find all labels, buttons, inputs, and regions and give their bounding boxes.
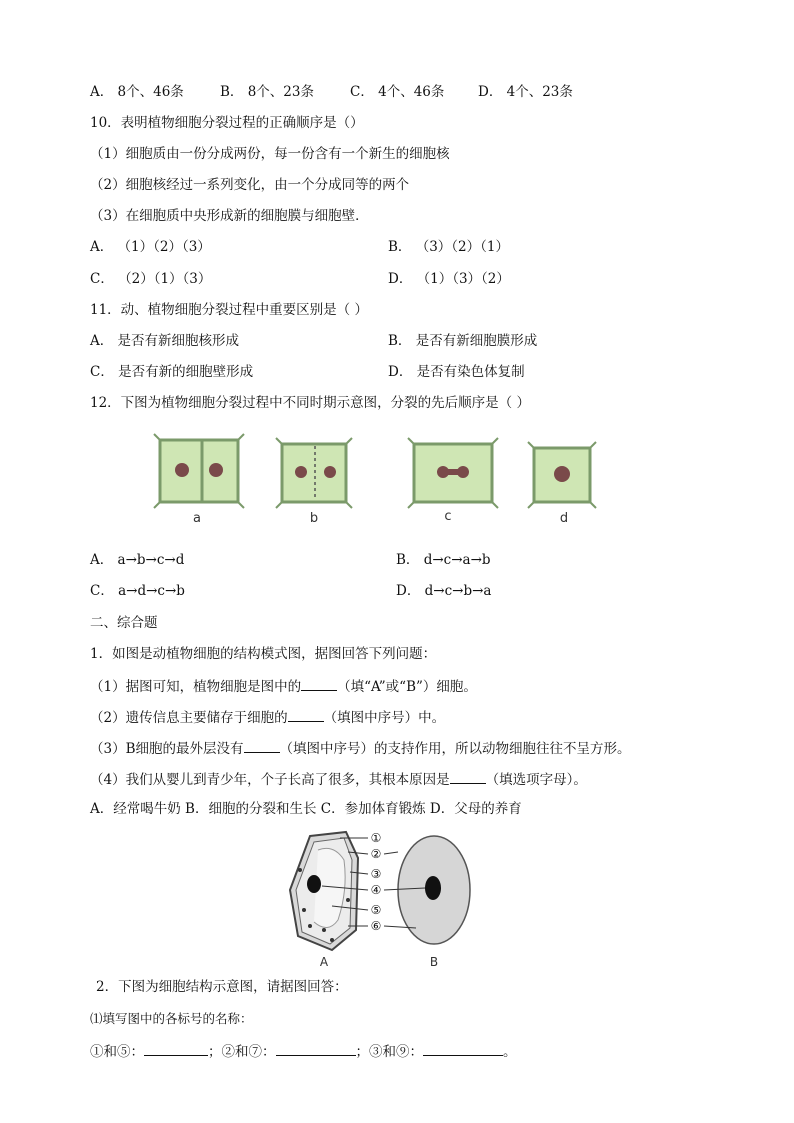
q9-option-b[interactable]: B． 8个、23条 <box>220 84 314 100</box>
q10-option-c[interactable]: C． （2）（1）（3） <box>90 271 212 287</box>
cell-b-image <box>276 438 352 508</box>
blank-6[interactable] <box>276 1041 356 1056</box>
cell-a-image <box>154 434 244 508</box>
figure-label-c: c <box>444 509 452 524</box>
blank-2[interactable] <box>288 707 324 722</box>
s2-q1-stem: 1．如图是动植物细胞的结构模式图，据图回答下列问题： <box>90 646 437 662</box>
blank-5[interactable] <box>144 1041 208 1056</box>
figure-number-5: ⑤ <box>370 903 382 917</box>
figure-label-B: B <box>429 955 439 969</box>
figure-label-b: b <box>309 511 319 526</box>
figure-number-1: ① <box>370 831 382 845</box>
s2-q2-stem: 2．下图为细胞结构示意图，请据图回答： <box>96 979 348 995</box>
q10-item-1: （1）细胞质由一份分成两份，每一份含有一个新生的细胞核 <box>90 146 450 162</box>
q10-option-a[interactable]: A． （1）（2）（3） <box>90 239 211 255</box>
blank-1[interactable] <box>301 676 337 691</box>
q12-stem: 12．下图为植物细胞分裂过程中不同时期示意图，分裂的先后顺序是（ ） <box>90 395 530 411</box>
figure-label-d: d <box>559 511 569 526</box>
blank-7[interactable] <box>423 1041 503 1056</box>
s2-q2-fill: ①和⑤： ；②和⑦： ；③和⑨： 。 <box>90 1041 517 1061</box>
cell-structure-figure <box>288 830 478 970</box>
plant-nucleus <box>307 875 321 893</box>
q9-option-a[interactable]: A． 8个、46条 <box>90 84 184 100</box>
q9-option-c[interactable]: C． 4个、46条 <box>350 84 445 100</box>
s2-q2-sub1: ⑴填写图中的各标号的名称： <box>90 1011 253 1026</box>
animal-nucleus <box>425 876 441 900</box>
q11-option-d[interactable]: D． 是否有染色体复制 <box>388 364 525 380</box>
figure-number-6: ⑥ <box>370 919 382 933</box>
cell-d-image <box>528 442 596 508</box>
q11-option-c[interactable]: C． 是否有新的细胞壁形成 <box>90 364 254 380</box>
figure-number-3: ③ <box>370 867 382 881</box>
q10-option-b[interactable]: B． （3）（2）（1） <box>388 239 509 255</box>
q10-item-3: （3）在细胞质中央形成新的细胞膜与细胞壁． <box>90 208 369 224</box>
figure-label-A: A <box>319 955 329 969</box>
s2-q1-sub2: （2）遗传信息主要储存于细胞的 （填图中序号）中。 <box>90 707 445 727</box>
s2-q1-sub4: （4）我们从婴儿到青少年，个子长高了很多，其根本原因是 （填选项字母）。 <box>90 769 587 789</box>
s2-q1-sub3: （3）B细胞的最外层没有 （填图中序号）的支持作用，所以动物细胞往往不呈方形。 <box>90 738 631 758</box>
cell-division-figure <box>150 432 610 532</box>
q11-option-b[interactable]: B． 是否有新细胞膜形成 <box>388 333 538 349</box>
s2-q1-sub1: （1）据图可知，植物细胞是图中的 （填“A”或“B”）细胞。 <box>90 676 477 696</box>
q10-item-2: （2）细胞核经过一系列变化，由一个分成同等的两个 <box>90 177 410 193</box>
section-title: 二、综合题 <box>90 615 158 631</box>
q11-option-a[interactable]: A． 是否有新细胞核形成 <box>90 333 240 349</box>
blank-3[interactable] <box>244 738 280 753</box>
q12-option-c[interactable]: C． a→d→c→b <box>90 583 185 599</box>
cell-c-image <box>408 438 498 508</box>
s2-q1-choices: A．经常喝牛奶 B．细胞的分裂和生长 C．参加体育锻炼 D．父母的养育 <box>90 801 522 817</box>
q12-option-d[interactable]: D． d→c→b→a <box>396 583 492 599</box>
figure-number-4: ④ <box>370 883 382 897</box>
blank-4[interactable] <box>450 769 486 784</box>
q11-stem: 11．动、植物细胞分裂过程中重要区别是（ ） <box>90 302 368 318</box>
figure-number-2: ② <box>370 847 382 861</box>
q12-option-b[interactable]: B． d→c→a→b <box>396 552 491 568</box>
q9-option-d[interactable]: D． 4个、23条 <box>478 84 573 100</box>
q12-option-a[interactable]: A． a→b→c→d <box>90 552 185 568</box>
q10-option-d[interactable]: D． （1）（3）（2） <box>388 271 510 287</box>
figure-label-a: a <box>193 511 201 526</box>
q10-stem: 10．表明植物细胞分裂过程的正确顺序是（） <box>90 115 364 131</box>
